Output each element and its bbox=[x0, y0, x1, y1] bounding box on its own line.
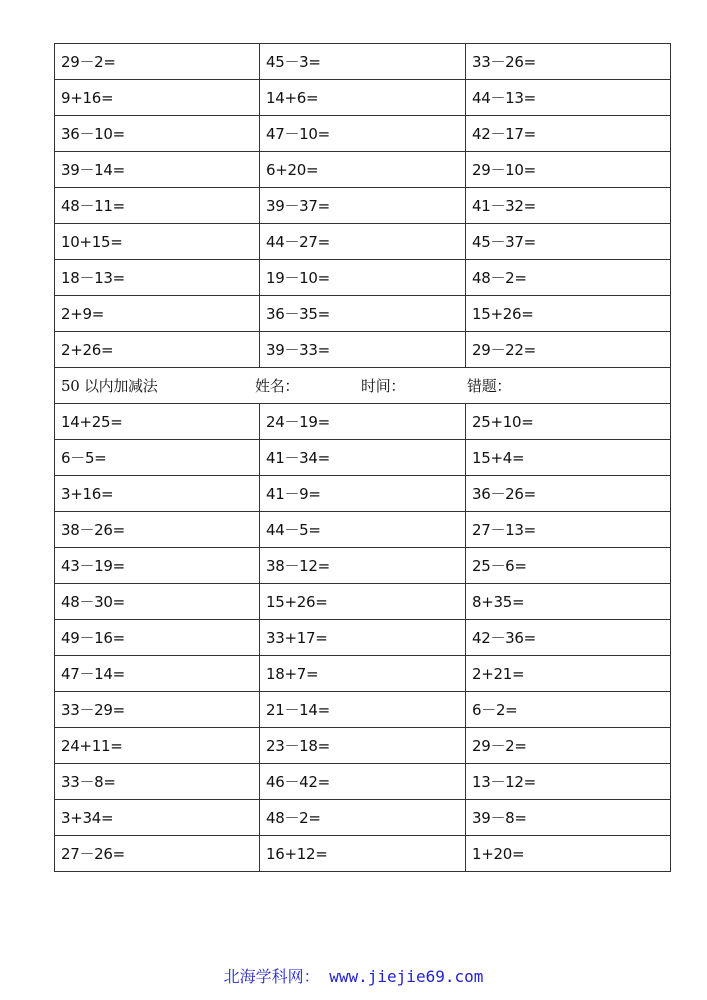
problem-cell: 25－6= bbox=[466, 548, 671, 584]
problem-cell: 33+17= bbox=[260, 620, 466, 656]
problem-cell: 2+26= bbox=[55, 332, 260, 368]
worksheet-title: 50 以内加减法 bbox=[61, 377, 158, 395]
problem-cell: 44－5= bbox=[260, 512, 466, 548]
problem-row bbox=[55, 584, 671, 620]
problem-cell: 3+34= bbox=[55, 800, 260, 836]
errors-label: 错题： bbox=[467, 377, 512, 395]
problem-cell: 6+20= bbox=[260, 152, 466, 188]
problem-cell: 39－33= bbox=[260, 332, 466, 368]
problem-cell: 33－26= bbox=[466, 44, 671, 80]
problem-cell: 9+16= bbox=[55, 80, 260, 116]
problem-row bbox=[55, 224, 671, 260]
footer-site-link[interactable]: 北海学科网： www.jiejie69.com bbox=[223, 967, 484, 986]
problem-row bbox=[55, 440, 671, 476]
problem-cell: 15+26= bbox=[260, 584, 466, 620]
problem-cell: 6－2= bbox=[466, 692, 671, 728]
problem-cell: 14+6= bbox=[260, 80, 466, 116]
problem-cell: 24－19= bbox=[260, 404, 466, 440]
problem-cell: 29－2= bbox=[466, 728, 671, 764]
problem-cell: 23－18= bbox=[260, 728, 466, 764]
header-cell bbox=[55, 368, 671, 404]
problem-cell: 33－29= bbox=[55, 692, 260, 728]
problem-row bbox=[55, 800, 671, 836]
problem-cell: 19－10= bbox=[260, 260, 466, 296]
problem-cell: 29－10= bbox=[466, 152, 671, 188]
problem-cell: 38－12= bbox=[260, 548, 466, 584]
problem-cell: 48－30= bbox=[55, 584, 260, 620]
problem-cell: 45－37= bbox=[466, 224, 671, 260]
problem-cell: 43－19= bbox=[55, 548, 260, 584]
problem-row bbox=[55, 80, 671, 116]
problem-cell: 48－11= bbox=[55, 188, 260, 224]
problem-cell: 39－8= bbox=[466, 800, 671, 836]
problem-section-1 bbox=[55, 44, 671, 368]
problem-row bbox=[55, 152, 671, 188]
problem-row bbox=[55, 764, 671, 800]
name-label: 姓名： bbox=[255, 377, 300, 395]
problem-cell: 39－14= bbox=[55, 152, 260, 188]
problem-cell: 15+4= bbox=[466, 440, 671, 476]
problem-cell: 8+35= bbox=[466, 584, 671, 620]
problem-cell: 36－10= bbox=[55, 116, 260, 152]
problem-row bbox=[55, 548, 671, 584]
problem-cell: 33－8= bbox=[55, 764, 260, 800]
problem-cell: 13－12= bbox=[466, 764, 671, 800]
problem-cell: 48－2= bbox=[260, 800, 466, 836]
problem-cell: 48－2= bbox=[466, 260, 671, 296]
problem-cell: 25+10= bbox=[466, 404, 671, 440]
problem-cell: 49－16= bbox=[55, 620, 260, 656]
problem-row bbox=[55, 620, 671, 656]
problem-cell: 18+7= bbox=[260, 656, 466, 692]
problem-cell: 36－35= bbox=[260, 296, 466, 332]
problem-row bbox=[55, 476, 671, 512]
problem-cell: 18－13= bbox=[55, 260, 260, 296]
problem-row bbox=[55, 512, 671, 548]
problem-row bbox=[55, 332, 671, 368]
problem-cell: 42－17= bbox=[466, 116, 671, 152]
header-row bbox=[55, 368, 671, 404]
problem-cell: 46－42= bbox=[260, 764, 466, 800]
header-line bbox=[61, 375, 670, 396]
problem-row bbox=[55, 692, 671, 728]
problem-row bbox=[55, 728, 671, 764]
problem-cell: 27－26= bbox=[55, 836, 260, 872]
problem-cell: 15+26= bbox=[466, 296, 671, 332]
problem-cell: 14+25= bbox=[55, 404, 260, 440]
problem-cell: 10+15= bbox=[55, 224, 260, 260]
problem-row bbox=[55, 404, 671, 440]
problem-row bbox=[55, 296, 671, 332]
problem-row bbox=[55, 44, 671, 80]
problem-cell: 36－26= bbox=[466, 476, 671, 512]
problem-row bbox=[55, 116, 671, 152]
problem-table bbox=[54, 43, 671, 872]
problem-cell: 47－10= bbox=[260, 116, 466, 152]
problem-cell: 39－37= bbox=[260, 188, 466, 224]
problem-cell: 2+21= bbox=[466, 656, 671, 692]
problem-cell: 29－2= bbox=[55, 44, 260, 80]
problem-cell: 21－14= bbox=[260, 692, 466, 728]
problem-cell: 29－22= bbox=[466, 332, 671, 368]
problem-cell: 41－34= bbox=[260, 440, 466, 476]
problem-cell: 45－3= bbox=[260, 44, 466, 80]
problem-cell: 2+9= bbox=[55, 296, 260, 332]
problem-section-2 bbox=[55, 404, 671, 872]
worksheet bbox=[54, 43, 670, 872]
problem-row bbox=[55, 836, 671, 872]
problem-row bbox=[55, 188, 671, 224]
worksheet-header bbox=[55, 368, 671, 404]
time-label: 时间： bbox=[361, 377, 406, 395]
problem-row bbox=[55, 656, 671, 692]
problem-cell: 42－36= bbox=[466, 620, 671, 656]
problem-cell: 41－9= bbox=[260, 476, 466, 512]
problem-cell: 44－27= bbox=[260, 224, 466, 260]
problem-cell: 44－13= bbox=[466, 80, 671, 116]
problem-cell: 1+20= bbox=[466, 836, 671, 872]
problem-cell: 16+12= bbox=[260, 836, 466, 872]
problem-cell: 38－26= bbox=[55, 512, 260, 548]
problem-cell: 6－5= bbox=[55, 440, 260, 476]
problem-cell: 24+11= bbox=[55, 728, 260, 764]
problem-cell: 27－13= bbox=[466, 512, 671, 548]
problem-cell: 47－14= bbox=[55, 656, 260, 692]
problem-row bbox=[55, 260, 671, 296]
problem-cell: 41－32= bbox=[466, 188, 671, 224]
problem-cell: 3+16= bbox=[55, 476, 260, 512]
